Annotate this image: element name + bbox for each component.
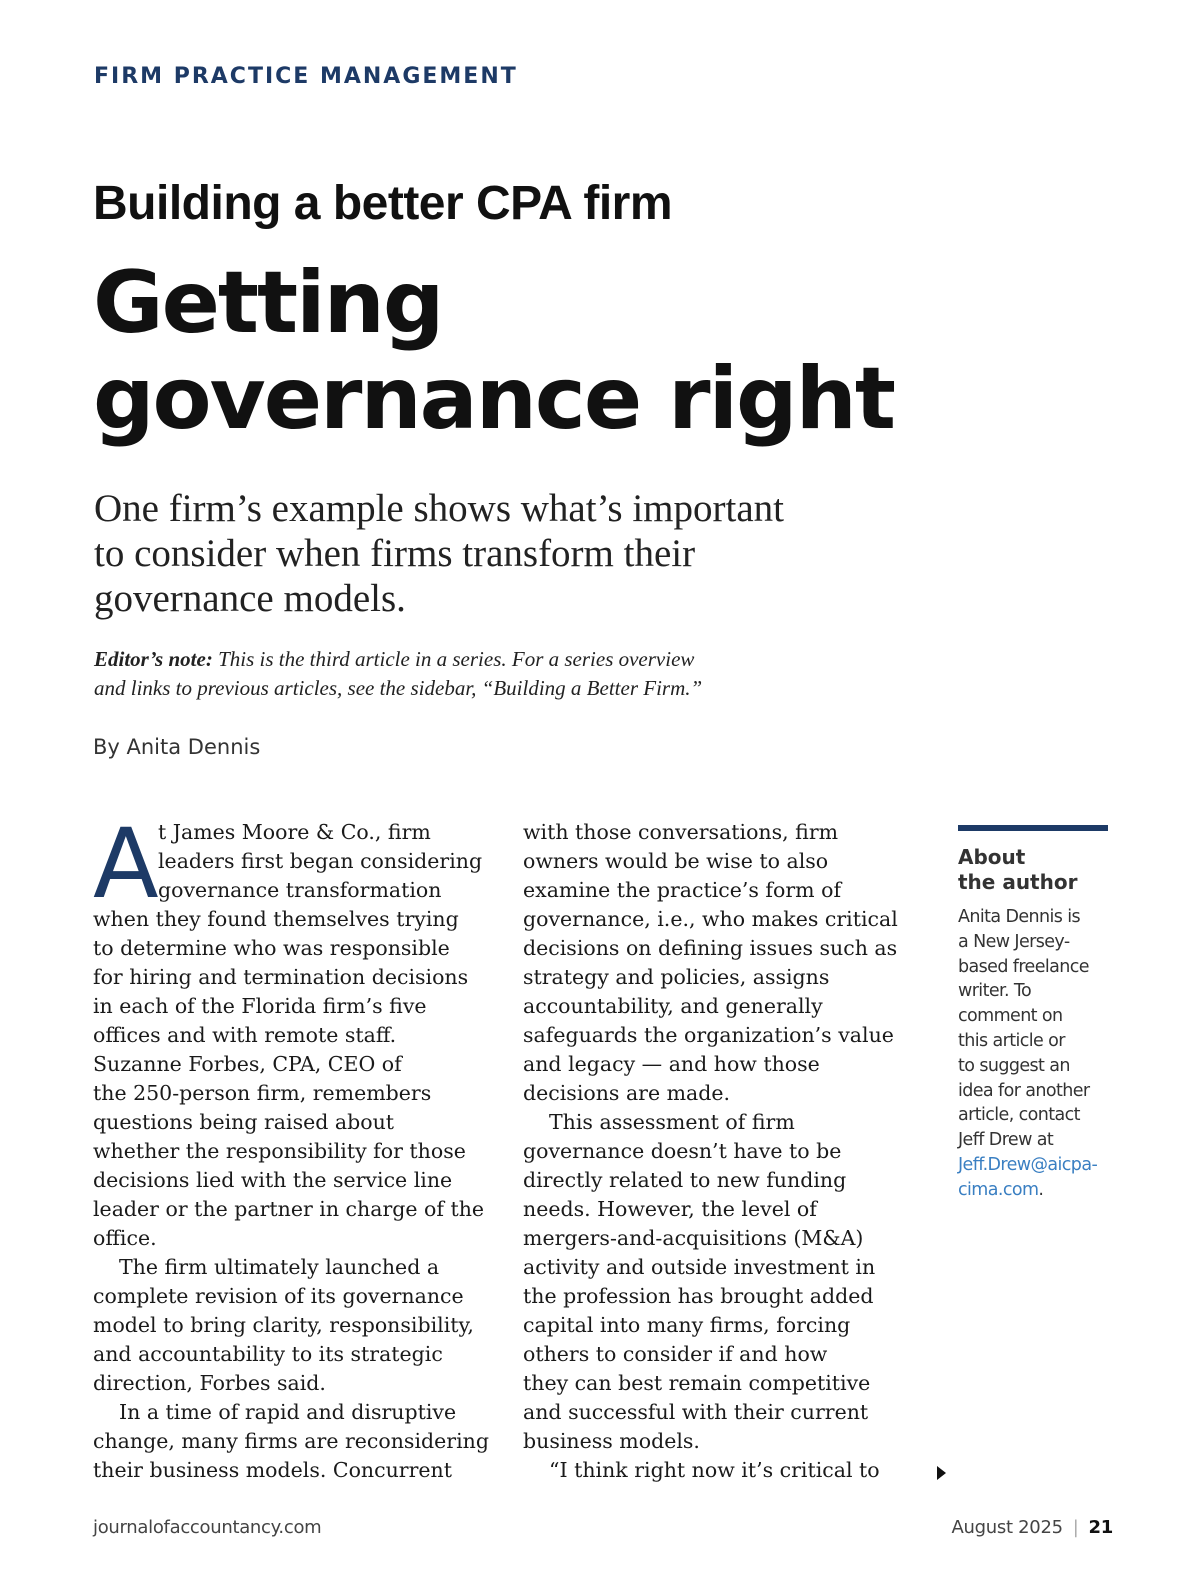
issue-date: August 2025 <box>951 1517 1063 1538</box>
body-line: offices and with remote staff. <box>93 1023 397 1047</box>
body-line: activity and outside investment in <box>523 1255 876 1279</box>
sidebar-line: based freelance <box>958 956 1089 977</box>
body-line: capital into many firms, forcing <box>523 1313 851 1337</box>
sidebar-line: this article or <box>958 1030 1065 1051</box>
body-line: decisions on defining issues such as <box>523 936 898 960</box>
dropcap: A <box>93 808 159 920</box>
sidebar-line: comment on <box>958 1006 1063 1027</box>
body-line: needs. However, the level of <box>523 1197 817 1221</box>
sidebar-title <box>958 845 1108 895</box>
author-email-link[interactable] <box>958 1153 1108 1178</box>
body-line: the 250-person firm, remembers <box>93 1081 432 1105</box>
body-line: leaders first began considering <box>158 849 483 873</box>
body-line: with those conversations, firm <box>523 820 839 844</box>
body-line: when they found themselves trying <box>93 907 459 931</box>
body-line: decisions are made. <box>523 1081 731 1105</box>
folio-separator: | <box>1072 1517 1079 1538</box>
body-line: their business models. Concurrent <box>93 1458 452 1482</box>
body-line: in each of the Florida firm’s five <box>93 994 427 1018</box>
body-line: business models. <box>523 1429 700 1453</box>
body-line: safeguards the organization’s value <box>523 1023 894 1047</box>
body-line: questions being raised about <box>93 1110 395 1134</box>
body-line: examine the practice’s form of <box>523 878 842 902</box>
body-line: In a time of rapid and disruptive <box>119 1400 457 1424</box>
series-kicker: Building a better CPA firm <box>93 177 673 230</box>
body-line: and legacy — and how those <box>523 1052 820 1076</box>
body-line: office. <box>93 1226 157 1250</box>
body-line: owners would be wise to also <box>523 849 829 873</box>
body-line: decisions lied with the service line <box>93 1168 453 1192</box>
dek-line: One firm’s example shows what’s important <box>94 487 784 530</box>
body-line: and successful with their current <box>523 1400 869 1424</box>
sidebar-line: idea for another <box>958 1080 1090 1101</box>
body-line: and accountability to its strategic <box>93 1342 443 1366</box>
body-line: the profession has brought added <box>523 1284 874 1308</box>
body-line: t James Moore & Co., firm <box>158 820 431 844</box>
body-line: leader or the partner in charge of the <box>93 1197 485 1221</box>
sidebar-title-line: About <box>958 845 1026 869</box>
sidebar-line: writer. To <box>958 981 1032 1002</box>
sidebar-line: article, contact <box>958 1105 1080 1126</box>
byline: By Anita Dennis <box>93 735 261 759</box>
footer-url[interactable]: journalofaccountancy.com <box>93 1517 322 1538</box>
email-link-text[interactable]: Jeff.Drew@aicpa- <box>958 1154 1098 1175</box>
email-period: . <box>1038 1179 1044 1200</box>
sidebar-line: Anita Dennis is <box>958 907 1081 927</box>
body-line: to determine who was responsible <box>93 936 450 960</box>
editors-note-text: This is the third article in a series. For a series overview <box>212 647 695 671</box>
about-author-sidebar <box>958 825 1108 1203</box>
email-link-text[interactable]: cima.com <box>958 1179 1039 1200</box>
dek-line: governance models. <box>94 577 406 620</box>
sidebar-rule <box>958 825 1108 831</box>
body-line: model to bring clarity, responsibility, <box>93 1313 474 1337</box>
sidebar-title-line: the author <box>958 870 1078 894</box>
body-line: direction, Forbes said. <box>93 1371 326 1395</box>
footer-folio <box>952 1517 1113 1538</box>
body-line: strategy and policies, assigns <box>523 965 830 989</box>
headline-line: Getting <box>93 253 443 353</box>
body-line: Suzanne Forbes, CPA, CEO of <box>93 1052 402 1076</box>
body-line: governance doesn’t have to be <box>523 1139 842 1163</box>
body-line: The firm ultimately launched a <box>119 1255 440 1279</box>
dek-line: to consider when firms transform their <box>94 532 696 575</box>
body-line: governance transformation <box>158 878 442 902</box>
page-number: 21 <box>1088 1517 1113 1538</box>
body-line: This assessment of firm <box>549 1110 795 1134</box>
sidebar-line: a New Jersey- <box>958 931 1070 952</box>
body-line: for hiring and termination decisions <box>93 965 469 989</box>
body-line: complete revision of its governance <box>93 1284 464 1308</box>
editors-note-text: and links to previous articles, see the sidebar, “Building a Better Firm.” <box>94 676 703 700</box>
body-column-1 <box>93 808 503 1485</box>
body-line: mergers-and-acquisitions (M&A) <box>523 1226 864 1250</box>
body-line: others to consider if and how <box>523 1342 828 1366</box>
body-line: whether the responsibility for those <box>93 1139 466 1163</box>
section-label: FIRM PRACTICE MANAGEMENT <box>94 64 518 89</box>
body-line: change, many firms are reconsidering <box>93 1429 489 1453</box>
editors-note <box>94 645 814 703</box>
body-line: accountability, and generally <box>523 994 823 1018</box>
body-line: “I think right now it’s critical to <box>549 1458 880 1482</box>
headline <box>93 255 943 447</box>
sidebar-line: to suggest an <box>958 1055 1070 1076</box>
dek <box>94 486 854 621</box>
editors-note-label: Editor’s note: <box>94 647 213 671</box>
body-column-2 <box>523 818 918 1485</box>
sidebar-body <box>958 905 1108 1203</box>
body-line: they can best remain competitive <box>523 1371 871 1395</box>
body-line: directly related to new funding <box>523 1168 847 1192</box>
continue-arrow-icon <box>937 1466 946 1480</box>
sidebar-line: Jeff Drew at <box>958 1130 1054 1151</box>
headline-line: governance right <box>93 349 894 449</box>
body-line: governance, i.e., who makes critical <box>523 907 898 931</box>
